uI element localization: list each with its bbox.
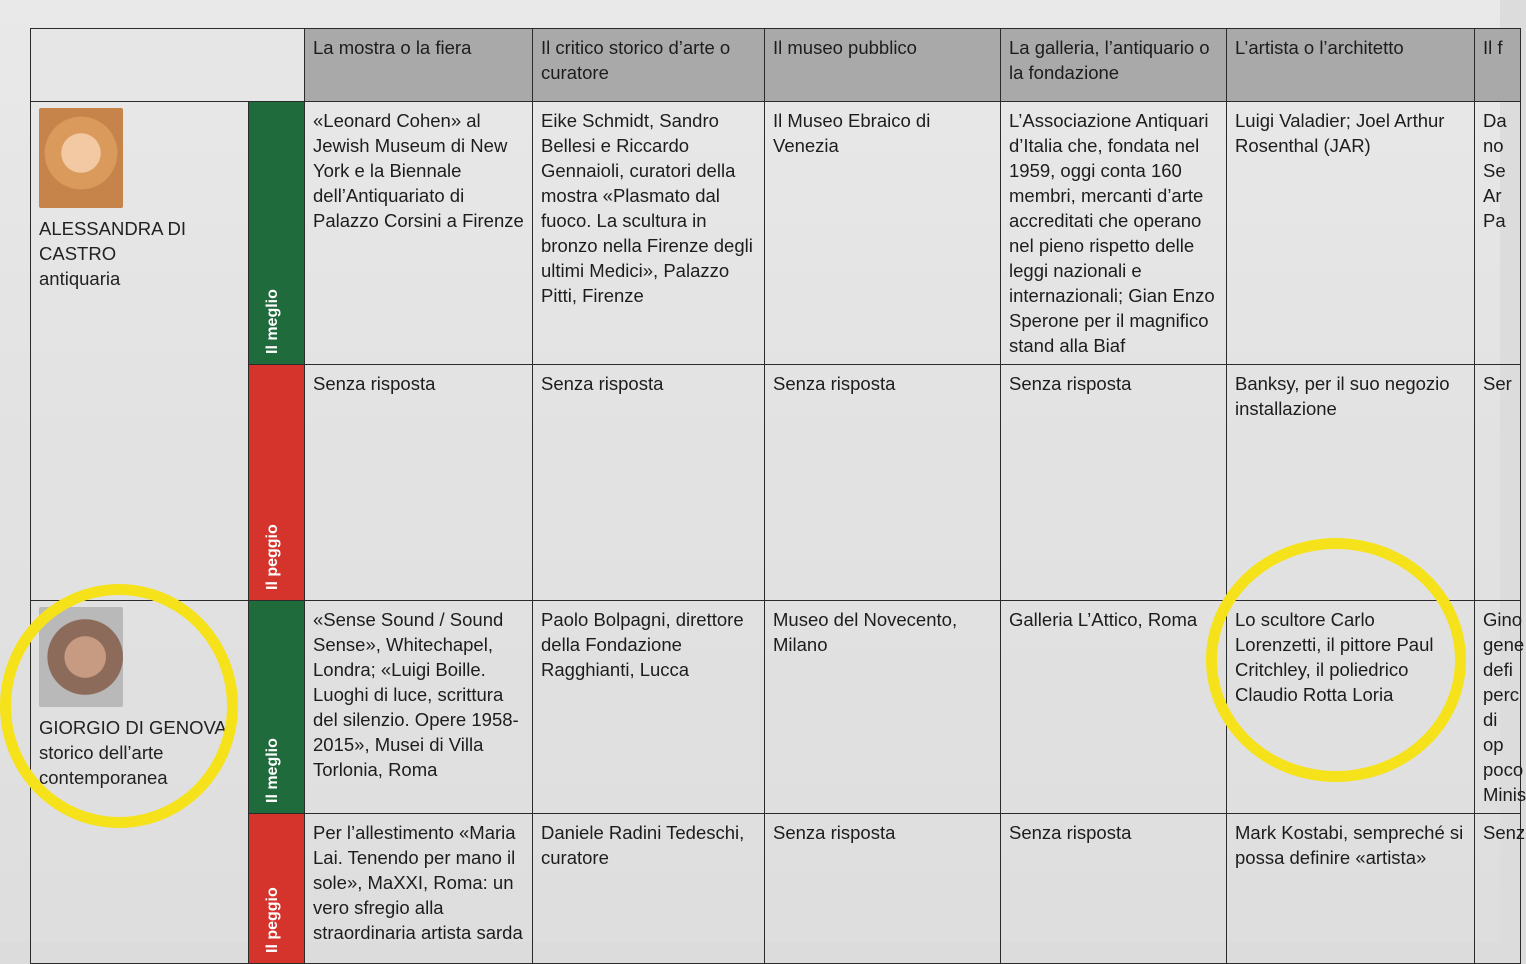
header-row (31, 29, 1521, 102)
portrait-photo (39, 607, 123, 707)
column-header: Il critico storico d’arte o curatore (533, 29, 765, 102)
table-cell: Daniele Radini Tedeschi, curatore (533, 814, 765, 964)
column-header: L’artista o l’architetto (1227, 29, 1475, 102)
band-label: Il meglio (263, 738, 281, 803)
band-label: Il peggio (263, 524, 281, 590)
column-header: Il museo pubblico (765, 29, 1001, 102)
table-cell: Luigi Valadier; Joel Arthur Rosenthal (JAR) (1227, 102, 1475, 365)
person-cell (31, 601, 249, 964)
table-row (31, 814, 1521, 964)
table-cell: Senza risposta (305, 365, 533, 601)
table-cell: Banksy, per il suo negozio installazione (1227, 365, 1475, 601)
table-cell: «Sense Sound / Sound Sense», Whitechapel, Londra; «Luigi Boille. Luoghi di luce, scrittura del silenzio. Opere 1958-2015», Musei di Villa Torlonia, Roma (305, 601, 533, 814)
table-cell: Eike Schmidt, Sandro Bellesi e Riccardo Gennaioli, curatori della mostra «Plasmato dal fuoco. La scultura in bronzo nella Firenze degli ultimi Medici», Palazzo Pitti, Firenze (533, 102, 765, 365)
best-band (249, 601, 305, 814)
table-cell: Gino gene defi perc di op poco Minis (1475, 601, 1521, 814)
column-header: La galleria, l’antiquario o la fondazione (1001, 29, 1227, 102)
table-cell: Il Museo Ebraico di Venezia (765, 102, 1001, 365)
band-label: Il peggio (263, 887, 281, 953)
best-band (249, 102, 305, 365)
portrait-photo (39, 108, 123, 208)
table-cell: Senza risposta (1001, 365, 1227, 601)
band-label: Il meglio (263, 289, 281, 354)
table-cell: «Leonard Cohen» al Jewish Museum di New York e la Biennale dell’Antiquariato di Palazzo Corsini a Firenze (305, 102, 533, 365)
table-cell: L’Associazione Antiquari d’Italia che, fondata nel 1959, oggi conta 160 membri, mercanti d’arte accreditati che operano nel pieno rispetto delle leggi nazionali e internazionali; Gian Enzo Sperone per il magnifico stand alla Biaf (1001, 102, 1227, 365)
person-cell (31, 102, 249, 601)
table-cell: Lo scultore Carlo Lorenzetti, il pittore Paul Critchley, il poliedrico Claudio Rotta Loria (1227, 601, 1475, 814)
table-row (31, 601, 1521, 814)
worst-band (249, 365, 305, 601)
table-cell: Senz (1475, 814, 1521, 964)
table-row (31, 102, 1521, 365)
person-name: ALESSANDRA DI CASTRO (39, 218, 187, 264)
table-cell: Senza risposta (765, 814, 1001, 964)
worst-band (249, 814, 305, 964)
table-cell: Senza risposta (533, 365, 765, 601)
column-header: Il f (1475, 29, 1521, 102)
table-cell: Galleria L’Attico, Roma (1001, 601, 1227, 814)
table-cell: Da no Se Ar Pa (1475, 102, 1521, 365)
table-cell: Senza risposta (765, 365, 1001, 601)
table-cell: Museo del Novecento, Milano (765, 601, 1001, 814)
person-role: antiquaria (39, 268, 121, 289)
table-cell: Per l’allestimento «Maria Lai. Tenendo per mano il sole», MaXXI, Roma: un vero sfregio alla straordinaria artista sarda (305, 814, 533, 964)
table-cell: Mark Kostabi, sempreché si possa definire «artista» (1227, 814, 1475, 964)
person-role: storico dell’arte contemporanea (39, 742, 168, 788)
table-cell: Senza risposta (1001, 814, 1227, 964)
person-name: GIORGIO DI GENOVA (39, 717, 227, 738)
table-row (31, 365, 1521, 601)
column-header: La mostra o la fiera (305, 29, 533, 102)
header-corner (31, 29, 305, 102)
survey-table (30, 28, 1526, 964)
table-cell: Ser (1475, 365, 1521, 601)
table-cell: Paolo Bolpagni, direttore della Fondazione Ragghianti, Lucca (533, 601, 765, 814)
